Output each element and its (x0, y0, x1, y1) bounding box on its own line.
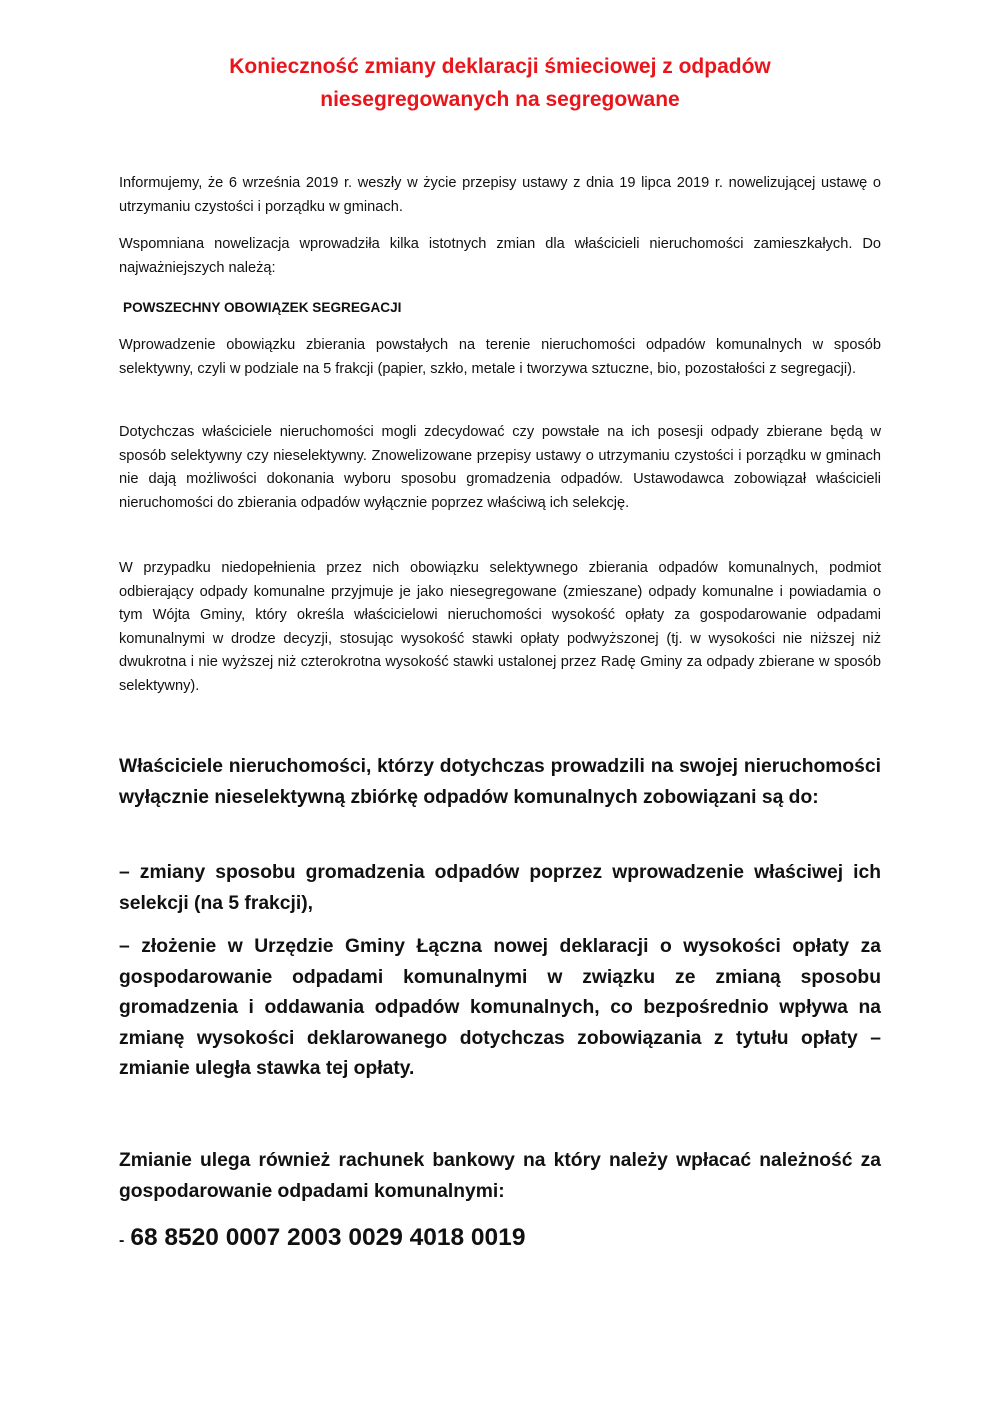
obligation-item-1: – zmiany sposobu gromadzenia odpadów poprzez wprowadzenie właściwej ich selekcji (na 5 frakcji), (119, 862, 881, 914)
title-line-1: Konieczność zmiany deklaracji śmieciowej z odpadów (229, 55, 771, 78)
bank-account-line (119, 1221, 881, 1258)
bank-account-number: 68 8520 0007 2003 0029 4018 0019 (130, 1224, 526, 1251)
bank-account-notice: Zmianie ulega również rachunek bankowy na który należy wpłacać należność za gospodarowanie odpadami komunalnymi: (119, 1150, 881, 1202)
penalty-paragraph: W przypadku niedopełnienia przez nich obowiązku selektywnego zbierania odpadów komunalnych, podmiot odbierający odpady komunalne przyjmuje je jako niesegregowane (zmieszane) odpady komunalne i powiadamia o tym Wójta Gminy, który określa właścicielowi nieruchomości wysokość opłaty za gospodarowanie odpadami komunalnymi w drodze decyzji, stosując wysokość stawki opłaty podwyższonej (tj. w wysokości nie niższej niż dwukrotna i nie wyższej niż czterokrotna wysokość stawki ustalonej przez Radę Gminy za odpady zbierane w sposób selektywny). (119, 560, 881, 694)
previous-rules-paragraph: Dotychczas właściciele nieruchomości mogli zdecydować czy powstałe na ich posesji odpady zbierane będą w sposób selektywny czy nieselektywny. Znowelizowane przepisy ustawy o utrzymaniu czystości i porządku w gminach nie dają możliwości dokonania wyboru sposobu gromadzenia odpadów. Ustawodawca zobowiązał właścicieli nieruchomości do zbierania odpadów wyłącznie poprzez właściwą ich selekcję. (119, 424, 881, 511)
section-heading: POWSZECHNY OBOWIĄZEK SEGREGACJI (123, 300, 402, 315)
intro-paragraph: Informujemy, że 6 września 2019 r. weszły w życie przepisy ustawy z dnia 19 lipca 2019 r. nowelizującej ustawę o utrzymaniu czystości i porządku w gminach. (119, 175, 881, 215)
obligation-paragraph: Wprowadzenie obowiązku zbierania powstałych na terenie nieruchomości odpadów komunalnych w sposób selektywny, czyli w podziale na 5 frakcji (papier, szkło, metale i tworzywa sztuczne, bio, pozostałości z segregacji). (119, 337, 881, 377)
account-dash: - (119, 1232, 125, 1249)
title-line-2: niesegregowanych na segregowane (320, 88, 680, 111)
owners-obligation-intro: Właściciele nieruchomości, którzy dotychczas prowadzili na swojej nieruchomości wyłącznie nieselektywną zbiórkę odpadów komunalnych zobowiązani są do: (119, 756, 881, 808)
obligation-item-2: – złożenie w Urzędzie Gminy Łączna nowej deklaracji o wysokości opłaty za gospodarowanie odpadami komunalnymi w związku ze zmianą sposobu gromadzenia i oddawania odpadów komunalnych, co bezpośrednio wpływa na zmianę wysokości deklarowanego dotychczas zobowiązania z tytułu opłaty – zmianie uległa stawka tej opłaty. (119, 936, 881, 1079)
document-title (119, 50, 881, 116)
amendment-paragraph: Wspomniana nowelizacja wprowadziła kilka istotnych zmian dla właścicieli nieruchomości zamieszkałych. Do najważniejszych należą: (119, 236, 881, 276)
